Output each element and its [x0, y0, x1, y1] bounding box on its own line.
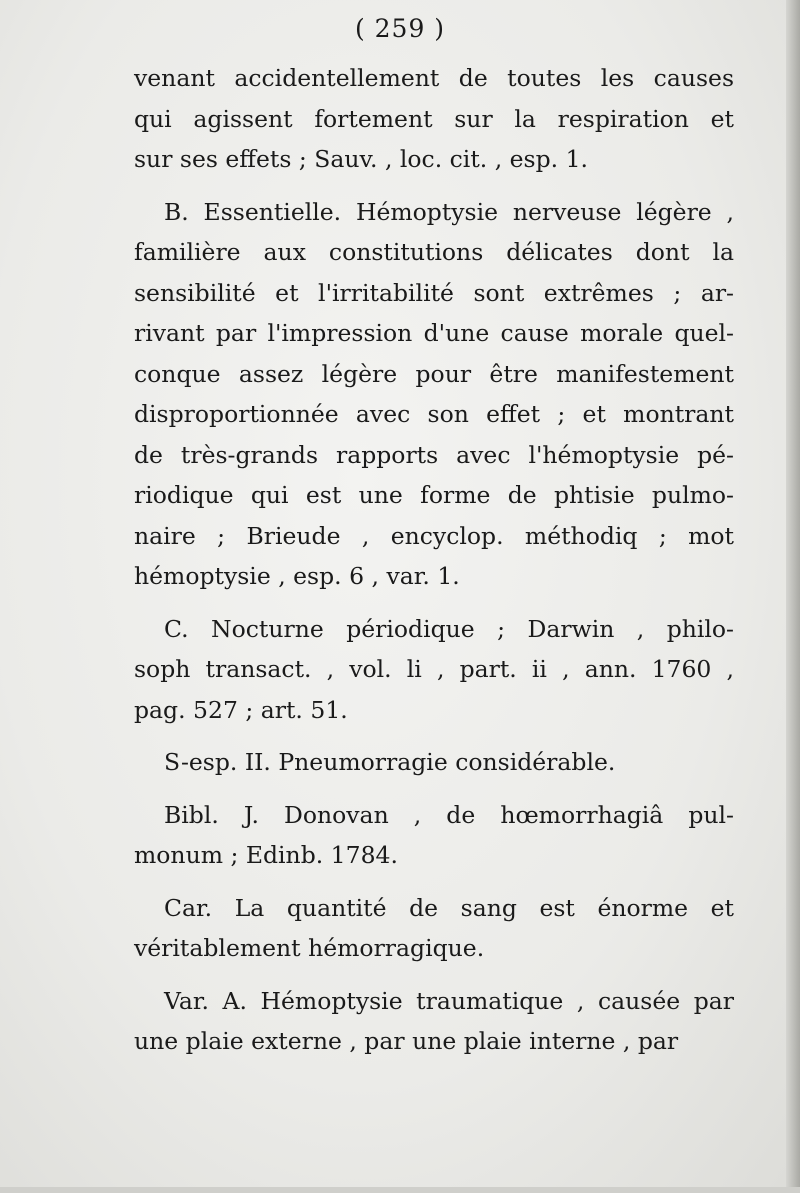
text-line: véritablement hémorragique. — [134, 934, 485, 962]
page-number: ( 259 ) — [354, 14, 446, 43]
text-line: Bibl. J. Donovan , de hœmorrhagiâ pul- — [164, 800, 734, 829]
text-line: naire ; Brieude , encyclop. méthodiq ; mot — [134, 521, 734, 550]
text-line: Car. La quantité de sang est énorme et — [164, 893, 734, 922]
paragraph-gap — [134, 730, 734, 742]
paragraph — [134, 609, 734, 731]
paragraph — [134, 192, 734, 597]
paragraph — [134, 795, 734, 876]
paragraph-gap — [134, 969, 734, 981]
paragraph — [134, 742, 734, 783]
paragraph — [134, 888, 734, 969]
text-line: de très-grands rapports avec l'hémoptysie pé- — [134, 440, 734, 469]
text-line: disproportionnée avec son effet ; et montrant — [134, 400, 734, 428]
text-line: B. Essentielle. Hémoptysie nerveuse légère , — [164, 197, 734, 226]
text-line: monum ; Edinb. 1784. — [134, 841, 398, 869]
text-line: conque assez légère pour être manifestement — [134, 359, 734, 388]
text-line: S-esp. II. Pneumorragie considérable. — [164, 748, 616, 776]
paragraph-gap — [134, 597, 734, 609]
page-edge-bottom — [0, 1187, 800, 1193]
paragraph-gap — [134, 783, 734, 795]
paragraph — [134, 58, 734, 180]
text-line: riodique qui est une forme de phtisie pulmo- — [134, 481, 734, 509]
text-line: sur ses effets ; Sauv. , loc. cit. , esp. 1. — [134, 145, 589, 173]
body-text — [134, 58, 734, 1062]
text-line: soph transact. , vol. li , part. ii , ann. 1760 , — [134, 655, 734, 683]
text-line: venant accidentellement de toutes les causes — [134, 64, 734, 92]
text-line: hémoptysie , esp. 6 , var. 1. — [134, 562, 460, 590]
paragraph-gap — [134, 180, 734, 192]
text-line: rivant par l'impression d'une cause morale quel- — [134, 319, 734, 347]
paragraph-gap — [134, 876, 734, 888]
page-edge-right — [786, 0, 800, 1193]
text-line: familière aux constitutions délicates dont la — [134, 238, 734, 266]
text-line: pag. 527 ; art. 51. — [134, 695, 348, 724]
text-line: Var. A. Hémoptysie traumatique , causée par — [164, 986, 734, 1015]
text-line: une plaie externe , par une plaie interne , par — [134, 1027, 679, 1055]
text-line: qui agissent fortement sur la respiration et — [134, 104, 734, 133]
paragraph — [134, 981, 734, 1062]
text-line: sensibilité et l'irritabilité sont extrêmes ; ar- — [134, 278, 734, 307]
text-line: C. Nocturne périodique ; Darwin , philo- — [164, 614, 734, 643]
